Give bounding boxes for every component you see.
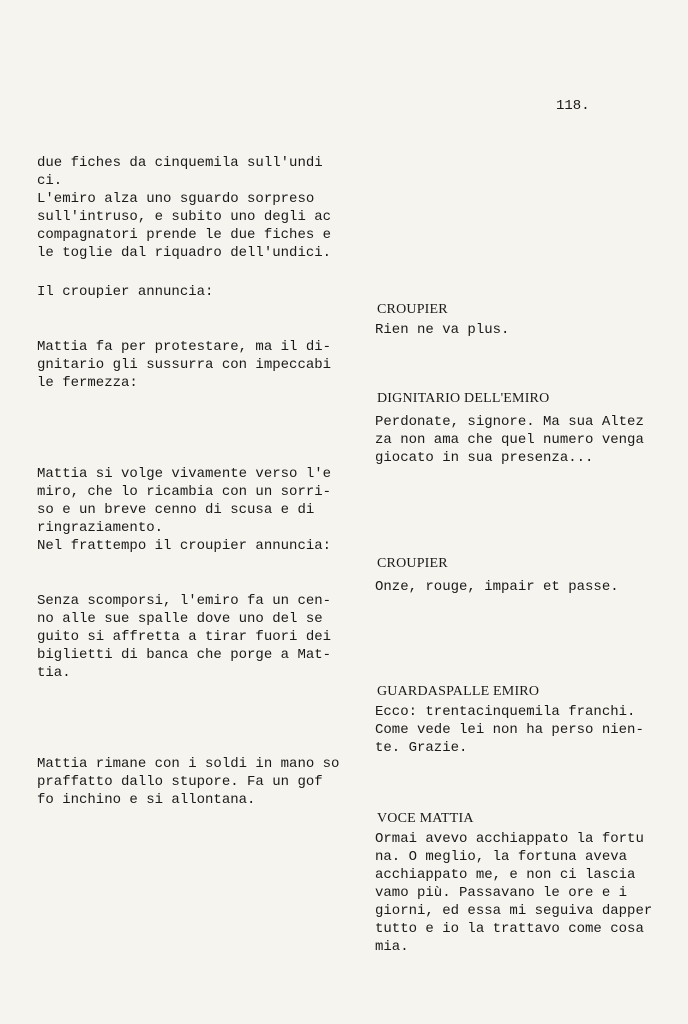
dialogue-line: Ormai avevo acchiappato la fortu na. O meglio, la fortuna aveva acchiappato me, e non ci lascia vamo più. Passavano le ore e i giorni, ed essa mi seguiva dapper tutto e io la trattavo come cosa mia. [375, 831, 653, 955]
speaker-name: VOCE MATTIA [377, 811, 474, 826]
action-paragraph: Mattia si volge vivamente verso l'e miro, che lo ricambia con un sorri- so e un breve cenno di scusa e di ringraziamento. Nel frattempo il croupier annuncia: [37, 466, 332, 554]
action-paragraph: Mattia rimane con i soldi in mano so praffatto dallo stupore. Fa un gof fo inchino e si allontana. [37, 756, 340, 808]
speaker-name: CROUPIER [377, 302, 448, 317]
dialogue-line: Perdonate, signore. Ma sua Altez za non ama che quel numero venga giocato in sua presenza... [375, 414, 644, 466]
dialogue-line: Ecco: trentacinquemila franchi. Come vede lei non ha perso nien- te. Grazie. [375, 704, 644, 756]
action-paragraph: Il croupier annuncia: [37, 284, 214, 300]
speaker-name: CROUPIER [377, 556, 448, 571]
dialogue-line: Rien ne va plus. [375, 322, 510, 338]
dialogue-line: Onze, rouge, impair et passe. [375, 579, 619, 595]
speaker-name: GUARDASPALLE EMIRO [377, 684, 540, 699]
speaker-name: DIGNITARIO DELL'EMIRO [377, 391, 550, 406]
action-paragraph: due fiches da cinquemila sull'undi ci. L'emiro alza uno sguardo sorpreso sull'intruso, e subito uno degli ac compagnatori prende le due fiches e le toglie dal riquadro dell'undici. [37, 155, 332, 261]
page-number: 118. [556, 98, 590, 114]
action-paragraph: Mattia fa per protestare, ma il di- gnitario gli sussurra con impeccabi le fermezza: [37, 339, 332, 391]
action-paragraph: Senza scomporsi, l'emiro fa un cen- no alle sue spalle dove uno del se guito si affretta a tirar fuori dei biglietti di banca che porge a Mat- tia. [37, 593, 332, 681]
